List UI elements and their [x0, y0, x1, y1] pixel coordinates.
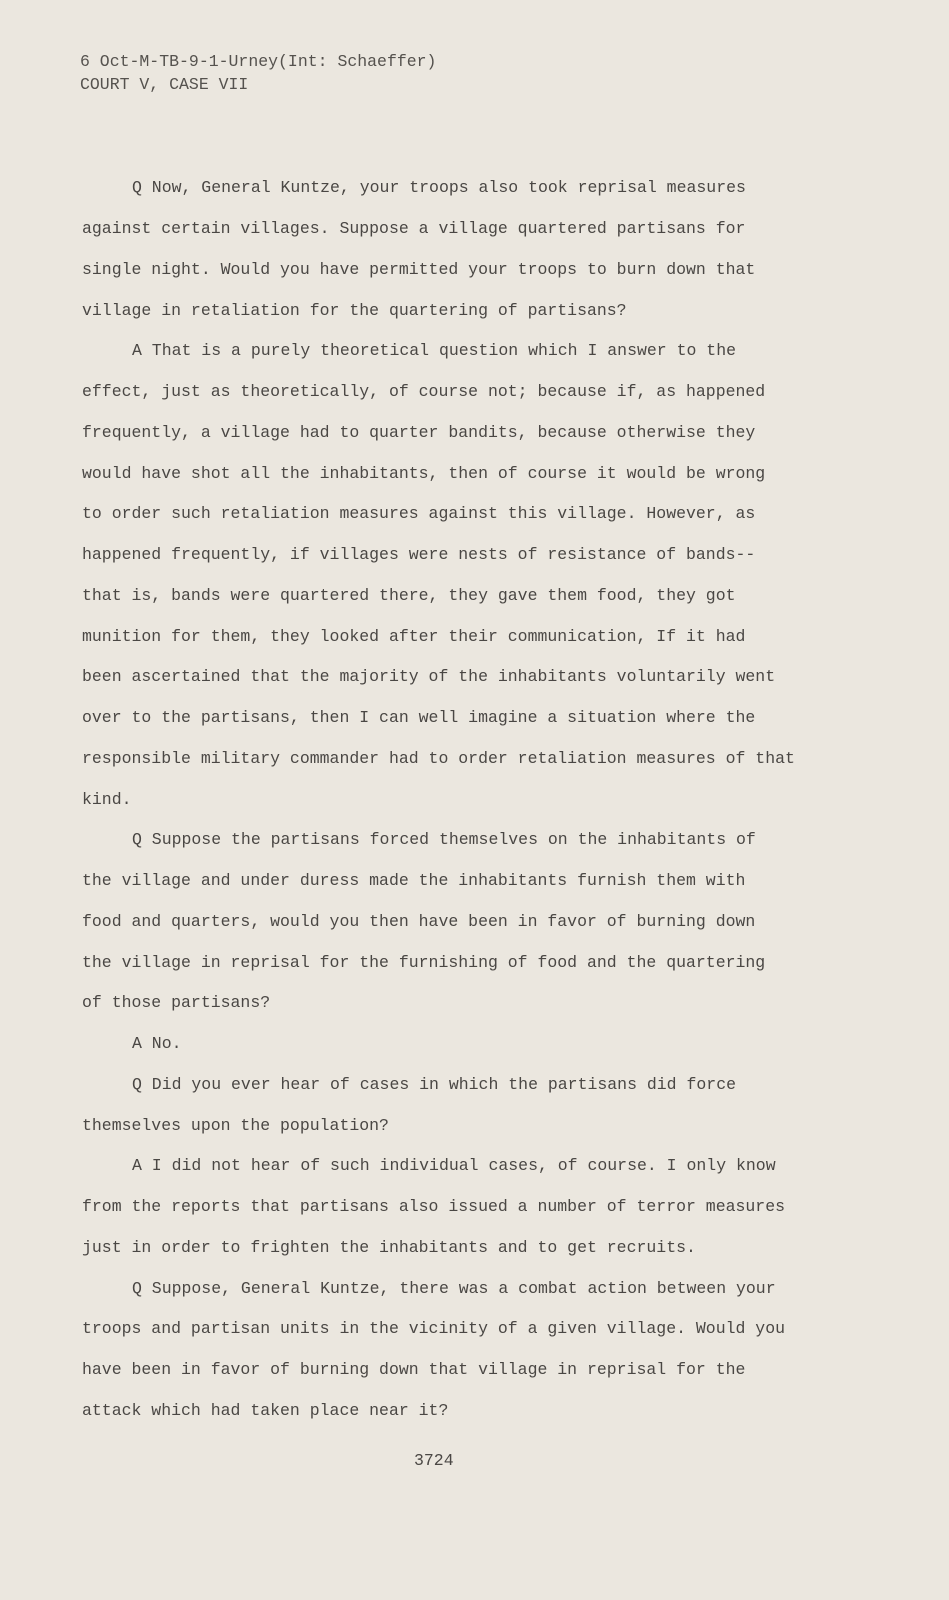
text-line: single night. Would you have permitted your troops to burn down that [82, 260, 756, 279]
text-line: have been in favor of burning down that village in reprisal for the [82, 1360, 746, 1379]
text-line: over to the partisans, then I can well imagine a situation where the [82, 708, 756, 727]
text-line: frequently, a village had to quarter bandits, because otherwise they [82, 423, 756, 442]
header-reference: 6 Oct-M-TB-9-1-Urney(Int: Schaeffer) [80, 52, 437, 71]
text-line: the village in reprisal for the furnishing of food and the quartering [82, 953, 766, 972]
text-line: A That is a purely theoretical question which I answer to the [132, 341, 736, 360]
document-header [80, 50, 436, 96]
text-line: Q Suppose the partisans forced themselves on the inhabitants of [132, 830, 756, 849]
text-line: just in order to frighten the inhabitants and to get recruits. [82, 1238, 696, 1257]
text-line: Q Did you ever hear of cases in which the partisans did force [132, 1075, 736, 1094]
text-line: munition for them, they looked after their communication, If it had [82, 627, 746, 646]
text-line: that is, bands were quartered there, they gave them food, they got [82, 586, 736, 605]
text-line: Q Now, General Kuntze, your troops also took reprisal measures [132, 178, 746, 197]
text-line: themselves upon the population? [82, 1116, 389, 1135]
text-line: A I did not hear of such individual cases, of course. I only know [132, 1156, 776, 1175]
text-line: against certain villages. Suppose a village quartered partisans for [82, 219, 746, 238]
text-line: kind. [82, 790, 132, 809]
text-line: village in retaliation for the quartering of partisans? [82, 301, 627, 320]
header-court-case: COURT V, CASE VII [80, 75, 249, 94]
text-line: would have shot all the inhabitants, then of course it would be wrong [82, 464, 766, 483]
text-line: the village and under duress made the inhabitants furnish them with [82, 871, 746, 890]
text-line: A No. [132, 1034, 182, 1053]
text-line: Q Suppose, General Kuntze, there was a combat action between your [132, 1279, 776, 1298]
page-number: 3724 [414, 1451, 454, 1470]
text-line: food and quarters, would you then have been in favor of burning down [82, 912, 756, 931]
text-line: to order such retaliation measures against this village. However, as [82, 504, 756, 523]
text-line: responsible military commander had to order retaliation measures of that [82, 749, 795, 768]
text-line: been ascertained that the majority of the inhabitants voluntarily went [82, 667, 776, 686]
text-line: happened frequently, if villages were nests of resistance of bands-- [82, 545, 756, 564]
text-line: troops and partisan units in the vicinity of a given village. Would you [82, 1319, 786, 1338]
text-line: from the reports that partisans also issued a number of terror measures [82, 1197, 786, 1216]
text-line: attack which had taken place near it? [82, 1401, 449, 1420]
text-line: of those partisans? [82, 993, 271, 1012]
text-line: effect, just as theoretically, of course not; because if, as happened [82, 382, 766, 401]
